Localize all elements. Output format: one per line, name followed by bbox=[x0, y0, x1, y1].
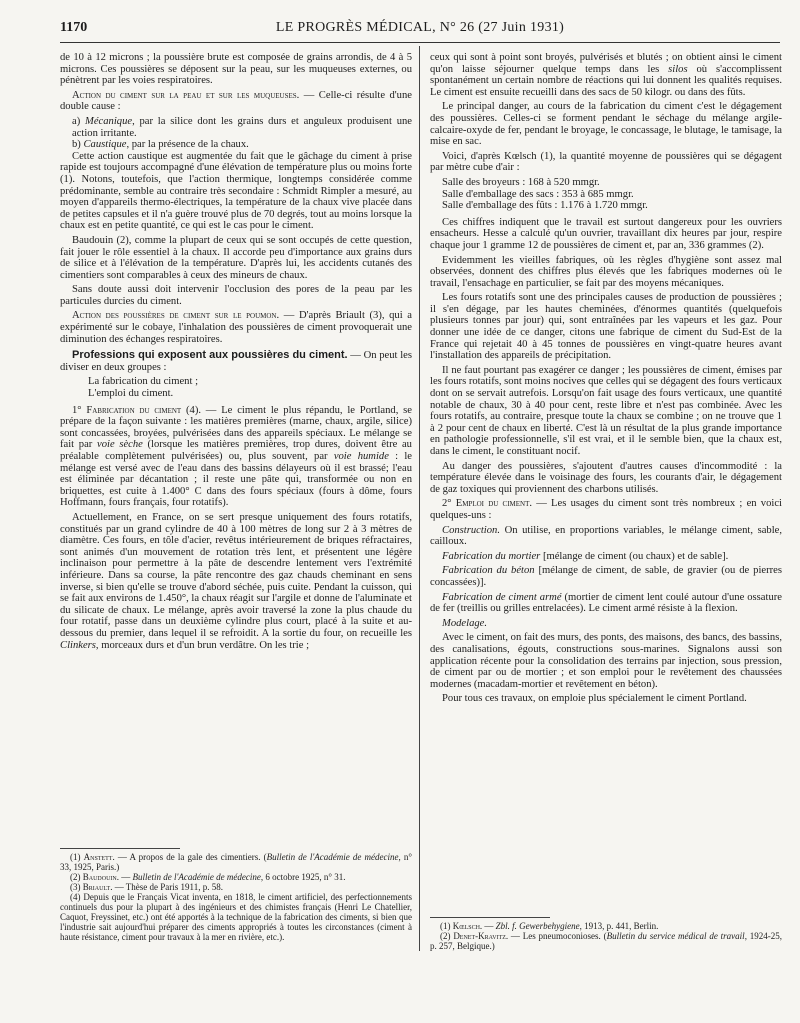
paragraph: Avec le ciment, on fait des murs, des ponts, des maisons, des bancs, des bassins, des canalisations, égouts, constructions sous-marines. Signalons aussi son application récente pour la consolidation des terrains par injection, sous pression, de ciment par ou de mortier ; et son emploi pour le revêtement des chaussées modernes (macadam-mortier et revêtement en béton). bbox=[430, 632, 782, 690]
section-lung bbox=[60, 310, 412, 345]
footnote bbox=[60, 892, 412, 942]
paragraph: Sans doute aussi doit intervenir l'occlusion des pores de la peau par les particules durcies du ciment. bbox=[60, 284, 412, 307]
usage-title: Fabrication de ciment armé bbox=[442, 591, 562, 603]
column-divider bbox=[419, 46, 420, 951]
footnote-text: Depuis que le Français Vicat inventa, en 1818, le ciment artificiel, des perfectionnements continuels dus pour la plupart à des ingénieurs et des chimistes français (Henri Le Chatellier, Caquot, Freyssinet, etc.) ont été apportés à la technique de la fabrication des ciments, si bien que l'industrie sait aujourd'hui préparer des ciments appropriés à toutes les circonstances (ciment à haute résistance, ciment pour travaux à la mer en rivière, etc.). bbox=[60, 892, 412, 942]
measure-item: Salle d'emballage des fûts : 1.176 à 1.720 mmgr. bbox=[442, 200, 648, 212]
page-header bbox=[60, 20, 780, 38]
paragraph: Ces chiffres indiquent que le travail est surtout dangereux pour les ouvriers ensacheurs. Hesse a calculé qu'un ouvrier, travaillant dix heures par jour, respire chaque jour 1 gramme 12 de poussières de ciment et, par an, 336 grammes (2). bbox=[430, 216, 782, 251]
section-title: Action des poussières de ciment sur le poumon. bbox=[72, 310, 280, 322]
footnote-number: (3) bbox=[70, 882, 83, 892]
item-title: Caustique bbox=[83, 139, 127, 151]
page-number: 1170 bbox=[60, 20, 88, 35]
section-title: 1° Fabrication du ciment (4). bbox=[72, 404, 201, 416]
footnote bbox=[60, 852, 412, 872]
footnote-text: — Les pneumoconioses. ( bbox=[508, 931, 607, 941]
section-title: Action du ciment sur la peau et sur les muqueuses. bbox=[72, 89, 300, 101]
usage-title: Construction. bbox=[442, 524, 500, 536]
usage-title: Modelage. bbox=[442, 617, 488, 629]
footnote-journal: Zbl. f. Gewerbehygiene bbox=[495, 921, 580, 931]
measure-item: Salle d'emballage des sacs : 353 à 685 mmgr. bbox=[442, 188, 634, 200]
footnote-author: Kœlsch. bbox=[452, 921, 483, 931]
footnote-number: (4) bbox=[70, 892, 84, 902]
section-professions bbox=[60, 350, 412, 373]
right-column bbox=[430, 52, 782, 708]
usage-item bbox=[430, 565, 782, 588]
paragraph: de 10 à 12 microns ; la poussière brute est composée de grains arrondis, de 4 à 5 microns. Ces poussières se déposent sur la peau, sur les muqueuses externes, ou pénètrent par les voies respiratoires. bbox=[60, 52, 412, 87]
term: voie sèche bbox=[97, 439, 143, 451]
paragraph bbox=[60, 512, 412, 651]
paragraph-text: , morceaux durs et d'un brun verdâtre. On les trie ; bbox=[95, 639, 310, 651]
footnote-text: , 1913, p. 441, Berlin. bbox=[579, 921, 659, 931]
footnote-number: (2) bbox=[70, 872, 83, 882]
left-column bbox=[60, 52, 412, 654]
footnote-text: — bbox=[119, 872, 133, 882]
section-text: — Celle-ci résulte d'une double cause : bbox=[60, 89, 412, 113]
paragraph: Les fours rotatifs sont une des principales causes de production de poussières ; il s'en dégage, par les hautes cheminées, d'énormes quantités (quelquefois plusieurs tonnes par jour) qui, sont entraînées par les vapeurs et les gaz. Pour donner une idée de ce danger, citons une fabrique de ciment du Sud-Est de la France qui rejetait 40 à 45 tonnes de poussières en vingt-quatre heures avant l'installation des appareils de précipitation. bbox=[430, 292, 782, 362]
footnote-number: (1) bbox=[70, 852, 84, 862]
footnote-text: , 1924-25, p. 257, Belgique.) bbox=[430, 931, 783, 951]
usage-item bbox=[430, 525, 782, 548]
section-text: (lorsque les matières premières, trop dures, doivent être au préalable complètement pulvérisées) ou, plus souvent, par bbox=[60, 439, 412, 462]
footnote-text: , 6 octobre 1925, n° 31. bbox=[260, 872, 346, 882]
term: voie humide bbox=[333, 451, 389, 462]
paragraph: Le principal danger, au cours de la fabrication du ciment c'est le dégagement des poussières. Celles-ci se forment pendant le séchage du mélange argile-calcaire-oxyde de fer, pendant le broyage, le concassage, le blutage, le tamisage, la mise en sac. bbox=[430, 101, 782, 148]
section-fabrication bbox=[60, 405, 412, 509]
footnote-journal: Bulletin de l'Académie de médecine bbox=[132, 872, 261, 882]
paragraph: Voici, d'après Kœlsch (1), la quantité moyenne de poussières qui se dégagent par mètre cube d'air : bbox=[430, 150, 782, 174]
item-text: , par la présence de la chaux. bbox=[126, 139, 249, 151]
footnote bbox=[430, 931, 782, 951]
paragraph-text: Actuellement, en France, on se sert presque uniquement des fours rotatifs, constitués par un grand cylindre de 40 à 100 mètres de long sur 2 à 3 mètres de diamètre. Ces fours, en tôle d'acier, revêtus intérieurement de briques réfractaires, sont animés d'un mouvement de rotation très lent, et présentent une légère inclinaison pour permettre à la pâte de descendre lentement vers l'extrémité inférieure. Dans sa course, la pâte rencontre des gaz chauds cheminant en sens inverse, si bien qu'elle se trouve d'abord séchée, puis cuite. Pendant la cuisson, qui se fait aux environs de 1.450°, la chaux réagit sur l'argile et donne de l'aluminate et du silicate de chaux. Le mélange, après avoir traversé la zone la plus chaude du four rotatif, passe dans un deuxième cylindre plus court, placé à la suite et au-dessous du premier, dans lequel il se refroidit. A la sortie du four, on recueille les bbox=[60, 511, 412, 639]
footnote-author: Briault. bbox=[82, 882, 113, 892]
section-text: — D'après Briault (3), qui a expérimenté sur le cobaye, l'inhalation des poussières de ciment provoquerait une diminution des échanges respiratoires. bbox=[60, 310, 412, 345]
term: silos bbox=[668, 63, 688, 75]
footnote-rule bbox=[60, 848, 180, 849]
footnote bbox=[60, 872, 412, 882]
usage-item bbox=[430, 592, 782, 615]
item-label: b) bbox=[72, 139, 84, 151]
section-text: — Les usages du ciment sont très nombreux ; en voici quelques-uns : bbox=[430, 498, 782, 521]
header-rule bbox=[60, 42, 780, 43]
footnote-journal: Bulletin du service médical de travail bbox=[606, 931, 745, 941]
left-footnotes bbox=[60, 848, 412, 942]
footnote-text: — Thèse de Paris 1911, p. 58. bbox=[112, 882, 223, 892]
section-emploi bbox=[430, 498, 782, 521]
usage-text: [mélange de ciment (ou chaux) et de sable]. bbox=[540, 550, 729, 562]
item-title: Mécanique bbox=[85, 115, 133, 127]
footnote-text: — bbox=[482, 921, 496, 931]
group-item: L'emploi du ciment. bbox=[88, 388, 174, 400]
usage-item bbox=[430, 551, 782, 563]
footnote-number: (2) bbox=[440, 931, 454, 941]
footnote-journal: Bulletin de l'Académie de médecine bbox=[266, 852, 399, 862]
usage-text: On utilise, en proportions variables, le mélange ciment, sable, cailloux. bbox=[430, 524, 782, 548]
paragraph: Baudouin (2), comme la plupart de ceux qui se sont occupés de cette question, fait jouer le rôle essentiel à la chaux. Il accorde peu d'importance aux grains durs de silice et à l'élévation de la température. D'après lui, les accidents cutanés des cimentiers sont comparables à ceux des mineurs de chaux. bbox=[60, 234, 412, 281]
usage-title: Fabrication du mortier bbox=[442, 550, 541, 562]
paragraph: Pour tous ces travaux, on emploie plus spécialement le ciment Portland. bbox=[442, 693, 747, 705]
list-item-a bbox=[60, 116, 412, 139]
paragraph: Au danger des poussières, s'ajoutent d'autres causes d'incommodité : la température élevée dans le voisinage des fours, les courants d'air, le dégagement de gaz toxiques qui proviennent des charbons utilisés. bbox=[430, 460, 782, 495]
section-title: Professions qui exposent aux poussières du ciment. bbox=[72, 349, 348, 362]
item-label: a) bbox=[72, 115, 86, 127]
footnote-author: Anstett. bbox=[83, 852, 115, 862]
paragraph: Cette action caustique est augmentée du fait que le gâchage du ciment à prise rapide est toujours accompagné d'une élévation de température plus ou moins forte (1). Notons, toutefois, que l'action thermique, longtemps considérée comme prédominante, semble au contraire très secondaire : Schmidt Rimpler a mesuré, au moyen d'appareils thermo-électriques, la température de la chaux vive placée dans de petites capsules et il n'a guère trouvé plus de 70 degrés, tout au moins lorsque la chaux est en petite quantité, ce qui est le cas pour le ciment. bbox=[60, 150, 412, 232]
item-text: , par la silice dont les grains durs et anguleux produisent une action irritante. bbox=[72, 115, 412, 139]
footnote bbox=[60, 882, 412, 892]
list-item-b bbox=[60, 139, 412, 151]
section-text: — On peut les diviser en deux groupes : bbox=[60, 350, 412, 373]
section-text: — Le ciment le plus répandu, le Portland, se prépare de la façon suivante : les matières premières (marne, chaux, argile, silice) sont concassées, broyées, pulvérisées dans des appareils spéciaux. Le mélange se fait par bbox=[60, 404, 412, 451]
section-text: : le mélange est versé avec de l'eau dans des bassins délayeurs où il est brassé; l'eau est éliminée par décantation ; il reste une pâte qui, transformée ou non en briquettes, est cuite à 1.400° C dans des fours spéciaux (fours à dôme, fours Hoffmann, fours français, four rotatifs). bbox=[60, 451, 412, 509]
section-skin bbox=[60, 90, 412, 113]
footnote bbox=[430, 921, 782, 931]
term: Clinkers bbox=[60, 639, 96, 651]
footnote-author: Baudouin. bbox=[82, 872, 119, 882]
footnote-text: , n° 33, 1925, Paris.) bbox=[60, 852, 412, 872]
usage-text: (mortier de ciment lent coulé autour d'une ossature de fer (treillis ou grilles entrelacées). Le ciment armé résiste à la flexion. bbox=[430, 591, 782, 615]
usage-item bbox=[430, 618, 782, 630]
right-footnotes bbox=[430, 917, 782, 951]
paragraph: Il ne faut pourtant pas exagérer ce danger ; les poussières de ciment, émises par les fours rotatifs, sont moins nocives que celles qui se dégagent des fours verticaux dont on se servait autrefois. Lorsqu'on fait usage des fours verticaux, une quantité notable de chaux, 30 à 40 pour cent, reste libre et n'est pas combinée. Avec les fours rotatifs, au contraire, presque toute la chaux se combine ; on ne trouve que 1 à 2 pour cent de chaux en liberté. C'est là un résultat de la plus grande importance en pathologie professionnelle, s'il est vrai, et il le semble bien, que la chaux est, dans le ciment, le constituant nocif. bbox=[430, 364, 782, 457]
footnote-rule bbox=[430, 917, 550, 918]
group-item: La fabrication du ciment ; bbox=[88, 376, 199, 388]
journal-title: LE PROGRÈS MÉDICAL, N° 26 (27 Juin 1931) bbox=[275, 20, 565, 35]
paragraph-text: ceux qui sont à point sont broyés, pulvérisés et blutés ; on obtient ainsi le ciment qu'on laisse séjourner quelque temps dans les bbox=[430, 52, 782, 75]
usage-text: [mélange de ciment, de sable, de gravier (ou de pierres concassées)]. bbox=[430, 565, 782, 588]
section-title: 2° Emploi du ciment. bbox=[442, 498, 533, 510]
footnote-author: Denet-Kravitz. bbox=[453, 931, 509, 941]
paragraph: Evidemment les vieilles fabriques, où les règles d'hygiène sont assez mal observées, donnent des chiffres plus élevés que les fabriques modernes où le travail, l'ensachage en particulier, se fait par des moyens mécaniques. bbox=[430, 254, 782, 289]
paragraph-text: où s'accomplissent spontanément un certain nombre de réactions qui lui donnent les qualités requises. Le ciment est ensuite recueilli dans des sacs de 50 kilogr. ou dans des fûts. bbox=[430, 63, 782, 98]
paragraph bbox=[430, 52, 782, 98]
footnote-number: (1) bbox=[440, 921, 453, 931]
footnote-text: — A propos de la gale des cimentiers. ( bbox=[114, 852, 267, 862]
usage-title: Fabrication du béton bbox=[442, 565, 535, 577]
measure-item: Salle des broyeurs : 168 à 520 mmgr. bbox=[442, 176, 600, 188]
